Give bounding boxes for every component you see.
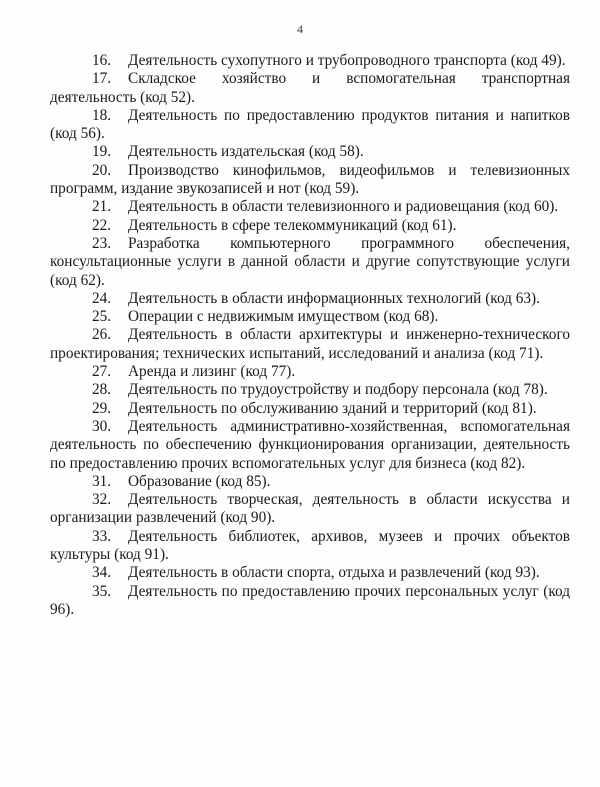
item-number: 23. xyxy=(92,234,112,252)
item-number: 33. xyxy=(92,527,112,545)
list-item xyxy=(50,290,570,308)
list-item xyxy=(50,326,570,363)
item-text: Производство кинофильмов, видеофильмов и телевизионных программ, издание звукозаписей и нот (код 59). xyxy=(50,161,570,198)
list-item xyxy=(50,381,570,399)
item-number: 25. xyxy=(92,308,112,326)
item-number: 22. xyxy=(92,216,112,234)
item-number: 32. xyxy=(92,491,112,509)
item-text: Деятельность по предоставлению продуктов питания и напитков (код 56). xyxy=(50,106,570,143)
item-number: 24. xyxy=(92,289,112,307)
item-number: 26. xyxy=(92,326,112,344)
item-text: Деятельность творческая, деятельность в области искусства и организации развлечений (код 90). xyxy=(50,491,570,527)
page-number: 4 xyxy=(297,22,303,36)
item-text: Деятельность в области информационных технологий (код 63). xyxy=(128,289,540,307)
list-item xyxy=(50,418,570,473)
list-item xyxy=(50,400,570,418)
list-item xyxy=(50,52,570,70)
list-item xyxy=(50,70,570,107)
item-text: Деятельность в области архитектуры и инженерно-технического проектирования; технических испытаний, исследований и анализа (код 71). xyxy=(50,326,570,362)
item-text: Деятельность библиотек, архивов, музеев и прочих объектов культуры (код 91). xyxy=(50,527,570,564)
list-item xyxy=(50,235,570,290)
list-item xyxy=(50,162,570,199)
item-number: 27. xyxy=(92,363,112,381)
item-text: Операции с недвижимым имуществом (код 68). xyxy=(128,308,439,326)
list-item xyxy=(50,564,570,582)
item-number: 18. xyxy=(92,106,112,124)
item-text: Разработка компьютерного программного обеспечения, консультационные услуги в данной области и другие сопутствующие услуги (код 62). xyxy=(50,234,570,289)
item-text: Складское хозяйство и вспомогательная транспортная деятельность (код 52). xyxy=(50,70,570,106)
item-text: Деятельность административно-хозяйственная, вспомогательная деятельность по обеспечению функционирования организации, деятельность по предоставлению прочих вспомогательных услуг для бизнеса (код 82). xyxy=(50,417,570,472)
item-number: 34. xyxy=(92,564,112,582)
item-text: Образование (код 85). xyxy=(128,472,271,490)
item-text: Деятельность в сфере телекоммуникаций (код 61). xyxy=(128,216,457,234)
item-text: Деятельность в области спорта, отдыха и развлечений (код 93). xyxy=(128,564,540,582)
item-number: 19. xyxy=(92,143,112,161)
item-text: Аренда и лизинг (код 77). xyxy=(128,363,296,381)
item-text: Деятельность по предоставлению прочих персональных услуг (код 96). xyxy=(50,582,570,618)
item-number: 21. xyxy=(92,198,112,216)
item-number: 35. xyxy=(92,582,112,600)
item-number: 16. xyxy=(92,52,112,69)
list-item xyxy=(50,198,570,216)
list-item xyxy=(50,583,570,620)
item-text: Деятельность в области телевизионного и радиовещания (код 60). xyxy=(128,198,559,216)
list-item xyxy=(50,217,570,235)
list-item xyxy=(50,308,570,326)
item-text: Деятельность по трудоустройству и подбору персонала (код 78). xyxy=(128,381,548,399)
item-number: 17. xyxy=(92,70,112,88)
item-text: Деятельность по обслуживанию зданий и территорий (код 81). xyxy=(128,399,537,417)
list-item xyxy=(50,107,570,144)
item-number: 30. xyxy=(92,417,112,435)
list-item xyxy=(50,473,570,491)
list-item xyxy=(50,143,570,161)
item-text: Деятельность издательская (код 58). xyxy=(128,143,364,161)
list-item xyxy=(50,363,570,381)
item-text: Деятельность сухопутного и трубопроводного транспорта (код 49). xyxy=(128,52,566,69)
list-item xyxy=(50,528,570,565)
item-number: 28. xyxy=(92,381,112,399)
item-number: 31. xyxy=(92,472,112,490)
list-item xyxy=(50,491,570,528)
item-number: 29. xyxy=(92,399,112,417)
item-number: 20. xyxy=(92,161,112,179)
activity-list xyxy=(50,52,570,619)
